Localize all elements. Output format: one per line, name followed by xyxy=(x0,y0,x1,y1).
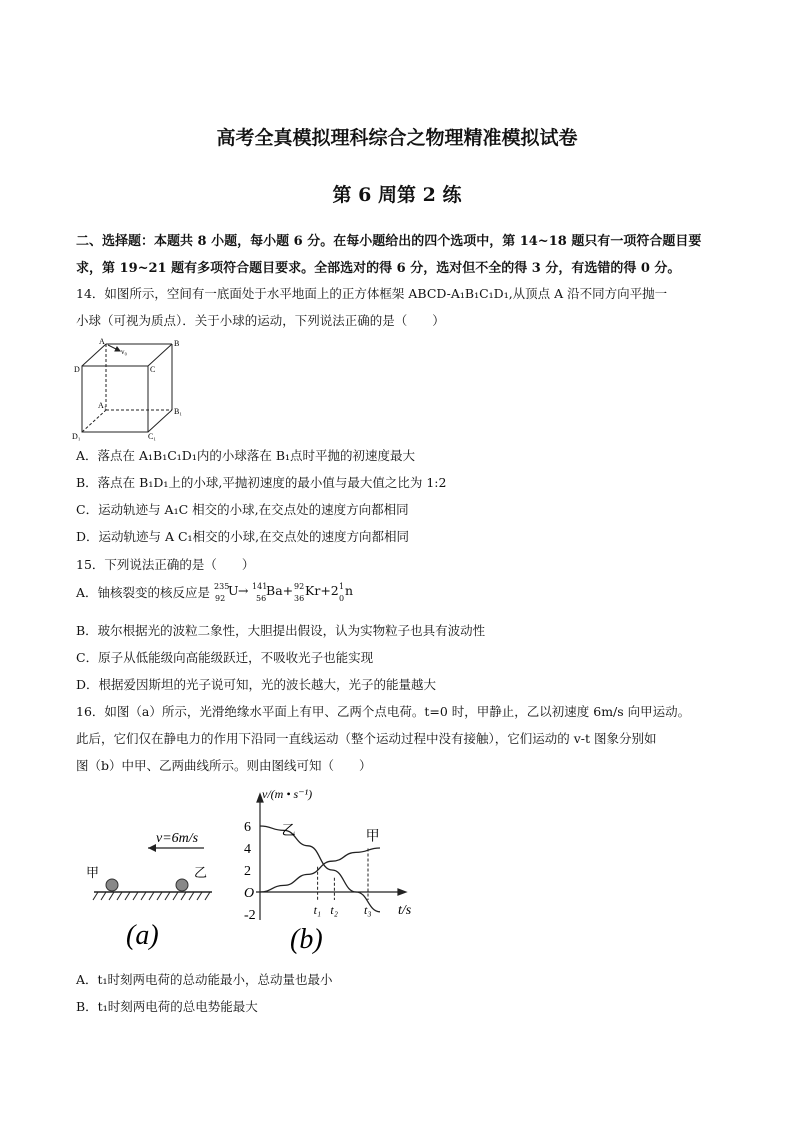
time-marker-label: t₃ xyxy=(364,903,372,917)
velocity-label: v=6m/s xyxy=(156,831,199,846)
ball-yi xyxy=(176,879,188,891)
section-instructions-line1: 二、选择题：本题共 8 小题，每小题 6 分。在每小题给出的四个选项中，第 14~18 题只有一项符合题目要 xyxy=(76,234,702,249)
cube-label-d: D xyxy=(74,365,80,374)
origin-label: O xyxy=(244,886,255,901)
ground-hatching xyxy=(93,892,210,900)
cube-label-a1: A₁ xyxy=(98,401,107,410)
q16-stem-line2: 此后，它们仅在静电力的作用下沿同一直线运动（整个运动过程中没有接触），它们运动的 v-t 图象分别如 xyxy=(76,731,657,746)
x-axis-label: t/s xyxy=(398,903,412,918)
cube-label-d1: D₁ xyxy=(72,432,81,441)
q15-option-c: C．原子从低能级向高能级跃迁，不吸收光子也能实现 xyxy=(76,650,374,665)
caption-b: (b) xyxy=(290,924,323,955)
n-number: 0 xyxy=(339,594,345,603)
reaction-arrow: → xyxy=(238,583,249,598)
figure-a xyxy=(86,820,216,960)
ba-number: 56 xyxy=(256,594,267,603)
q14-option-c: C．运动轨迹与 A₁C 相交的小球,在交点处的速度方向都相同 xyxy=(76,502,409,517)
jia-label-a: 甲 xyxy=(86,865,100,880)
time-marker-label: t₂ xyxy=(330,903,338,917)
cube-label-b1: B₁ xyxy=(174,407,183,416)
cube-label-b: B xyxy=(174,339,180,348)
q16-option-a: A．t₁时刻两电荷的总动能最小，总动量也最小 xyxy=(76,972,333,987)
y-tick-label: -2 xyxy=(244,908,256,923)
q15-option-a-prefix: A．铀核裂变的核反应是 xyxy=(76,585,211,600)
ba-symbol: Ba+ xyxy=(266,583,294,598)
section-instructions-line2: 求，第 19~21 题有多项符合题目要求。全部选对的得 6 分，选对但不全的得 3 分，有选错的得 0 分。 xyxy=(76,261,681,276)
caption-a: (a) xyxy=(126,920,159,951)
q15-option-d: D．根据爱因斯坦的光子说可知，光的波长越大，光子的能量越大 xyxy=(76,677,437,692)
n-symbol: n xyxy=(345,583,354,598)
q15-option-b: B．玻尔根据光的波粒二象性，大胆提出假设，认为实物粒子也具有波动性 xyxy=(76,623,486,638)
vt-chart xyxy=(238,784,412,956)
q15-option-a xyxy=(76,583,362,601)
ball-jia xyxy=(106,879,118,891)
kr-symbol: Kr+2 xyxy=(305,583,339,598)
kr-number: 36 xyxy=(294,594,305,603)
u-number: 92 xyxy=(215,594,226,603)
y-tick-label: 4 xyxy=(244,842,251,857)
curve-yi xyxy=(260,823,380,912)
ba-mass: 141 xyxy=(252,582,268,591)
x-axis-arrow xyxy=(398,889,406,895)
q14-option-a: A．落点在 A₁B₁C₁D₁内的小球落在 B₁点时平抛的初速度最大 xyxy=(76,448,416,463)
q16-option-b: B．t₁时刻两电荷的总电势能最大 xyxy=(76,999,258,1014)
yi-label-a: 乙 xyxy=(194,865,208,880)
series-label-jia: 甲 xyxy=(365,829,380,845)
time-marker-label: t₁ xyxy=(313,903,322,917)
q15-stem: 15．下列说法正确的是（ ） xyxy=(76,557,255,572)
q14-option-b: B．落点在 B₁D₁上的小球,平抛初速度的最小值与最大值之比为 1:2 xyxy=(76,475,447,490)
series-label-yi: 乙 xyxy=(281,823,296,839)
cube-label-v0: v₀ xyxy=(121,348,127,356)
u-mass: 235 xyxy=(214,582,230,591)
cube-label-c1: C₁ xyxy=(148,432,157,441)
u-symbol: U xyxy=(228,583,239,598)
y-tick-label: 6 xyxy=(244,820,251,835)
kr-mass: 92 xyxy=(294,582,305,591)
q16-stem-line3: 图（b）中甲、乙两曲线所示。则由图线可知（ ） xyxy=(76,758,372,773)
page-subtitle: 第 6 周第 2 练 xyxy=(332,184,462,206)
y-tick-label: 2 xyxy=(244,864,251,879)
n-mass: 1 xyxy=(339,582,345,591)
page-title: 高考全真模拟理科综合之物理精准模拟试卷 xyxy=(216,127,578,149)
q16-stem-line1: 16．如图（a）所示，光滑绝缘水平面上有甲、乙两个点电荷。t=0 时，甲静止，乙以初速度 6m/s 向甲运动。 xyxy=(76,704,691,719)
q14-stem-line1: 14．如图所示，空间有一底面处于水平地面上的正方体框架 ABCD-A₁B₁C₁D₁,从顶点 A 沿不同方向平抛一 xyxy=(76,286,668,301)
cube-label-a: A xyxy=(99,337,105,346)
cube-label-c: C xyxy=(150,365,156,374)
cube-figure xyxy=(72,336,192,440)
nuclear-reaction-equation xyxy=(214,582,362,603)
q14-option-d: D．运动轨迹与 A C₁相交的小球,在交点处的速度方向都相同 xyxy=(76,529,410,544)
q14-stem-line2: 小球（可视为质点）．关于小球的运动，下列说法正确的是（ ） xyxy=(76,313,445,328)
y-axis-label: v/(m • s⁻¹) xyxy=(262,787,313,801)
curve-jia xyxy=(260,848,380,892)
